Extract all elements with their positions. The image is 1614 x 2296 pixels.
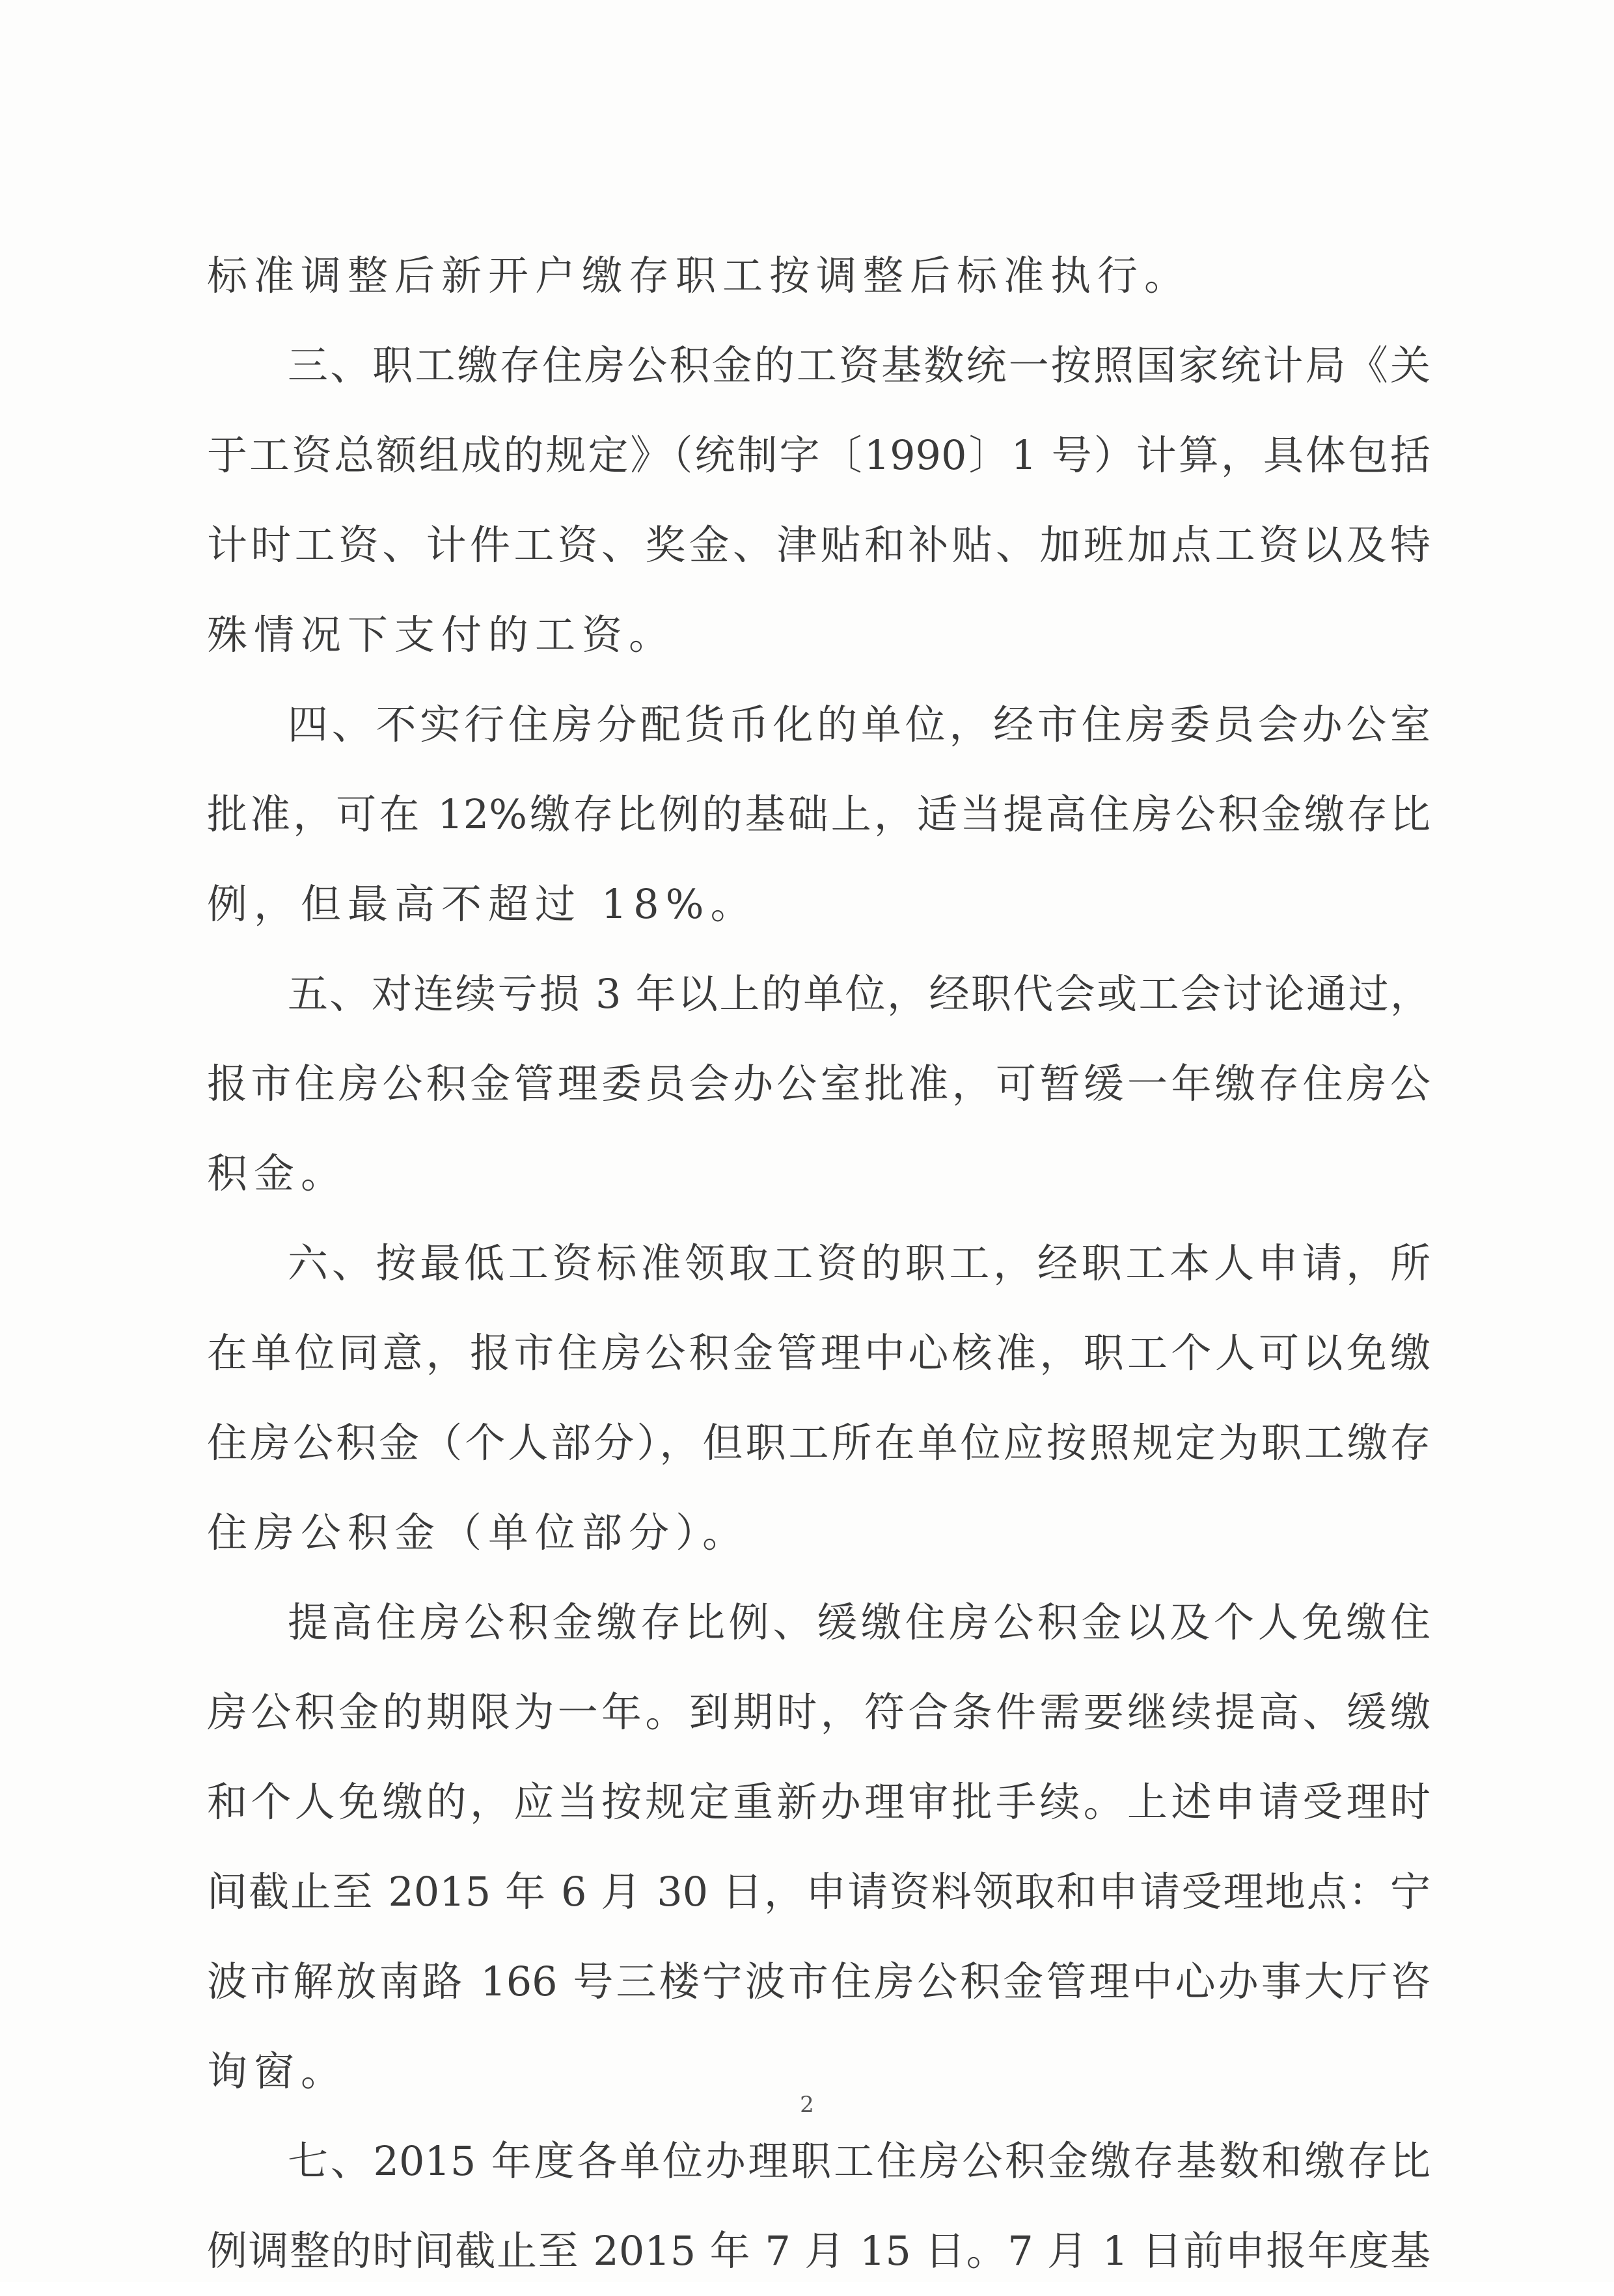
text-line: 在单位同意，报市住房公积金管理中心核准，职工个人可以免缴 xyxy=(207,1329,1430,1377)
page-number: 2 xyxy=(800,2092,814,2118)
text-line: 波市解放南路 166 号三楼宁波市住房公积金管理中心办事大厅咨 xyxy=(207,1958,1430,2005)
text-line: 例，但最高不超过 18%。 xyxy=(207,880,758,928)
text-line: 积金。 xyxy=(207,1150,348,1197)
text-line: 提高住房公积金缴存比例、缓缴住房公积金以及个人免缴住 xyxy=(288,1599,1430,1646)
text-line: 例调整的时间截止至 2015 年 7 月 15 日。7 月 1 日前申报年度基 xyxy=(207,2227,1430,2275)
text-line: 七、2015 年度各单位办理职工住房公积金缴存基数和缴存比 xyxy=(288,2137,1430,2185)
text-line: 于工资总额组成的规定》（统制字〔1990〕1 号）计算，具体包括 xyxy=(207,431,1430,479)
text-line: 四、不实行住房分配货币化的单位，经市住房委员会办公室 xyxy=(288,701,1430,748)
document-body xyxy=(207,231,1430,2296)
text-line: 六、按最低工资标准领取工资的职工，经职工本人申请，所 xyxy=(288,1239,1430,1287)
text-line: 和个人免缴的，应当按规定重新办理审批手续。上述申请受理时 xyxy=(207,1778,1430,1826)
text-line: 询窗。 xyxy=(207,2047,348,2095)
text-line: 殊情况下支付的工资。 xyxy=(207,611,676,658)
text-line: 房公积金的期限为一年。到期时，符合条件需要继续提高、缓缴 xyxy=(207,1688,1430,1736)
text-line: 计时工资、计件工资、奖金、津贴和补贴、加班加点工资以及特 xyxy=(207,521,1430,569)
text-line: 住房公积金（单位部分）。 xyxy=(207,1509,750,1556)
text-line: 间截止至 2015 年 6 月 30 日，申请资料领取和申请受理地点：宁 xyxy=(207,1868,1430,1915)
text-line: 批准，可在 12%缴存比例的基础上，适当提高住房公积金缴存比 xyxy=(207,790,1430,838)
text-line: 五、对连续亏损 3 年以上的单位，经职代会或工会讨论通过， xyxy=(288,970,1430,1018)
text-line: 三、职工缴存住房公积金的工资基数统一按照国家统计局《关 xyxy=(288,342,1430,389)
text-line: 住房公积金（个人部分），但职工所在单位应按照规定为职工缴存 xyxy=(207,1419,1430,1466)
text-line: 报市住房公积金管理委员会办公室批准，可暂缓一年缴存住房公 xyxy=(207,1060,1430,1107)
text-line: 标准调整后新开户缴存职工按调整后标准执行。 xyxy=(207,252,1192,299)
